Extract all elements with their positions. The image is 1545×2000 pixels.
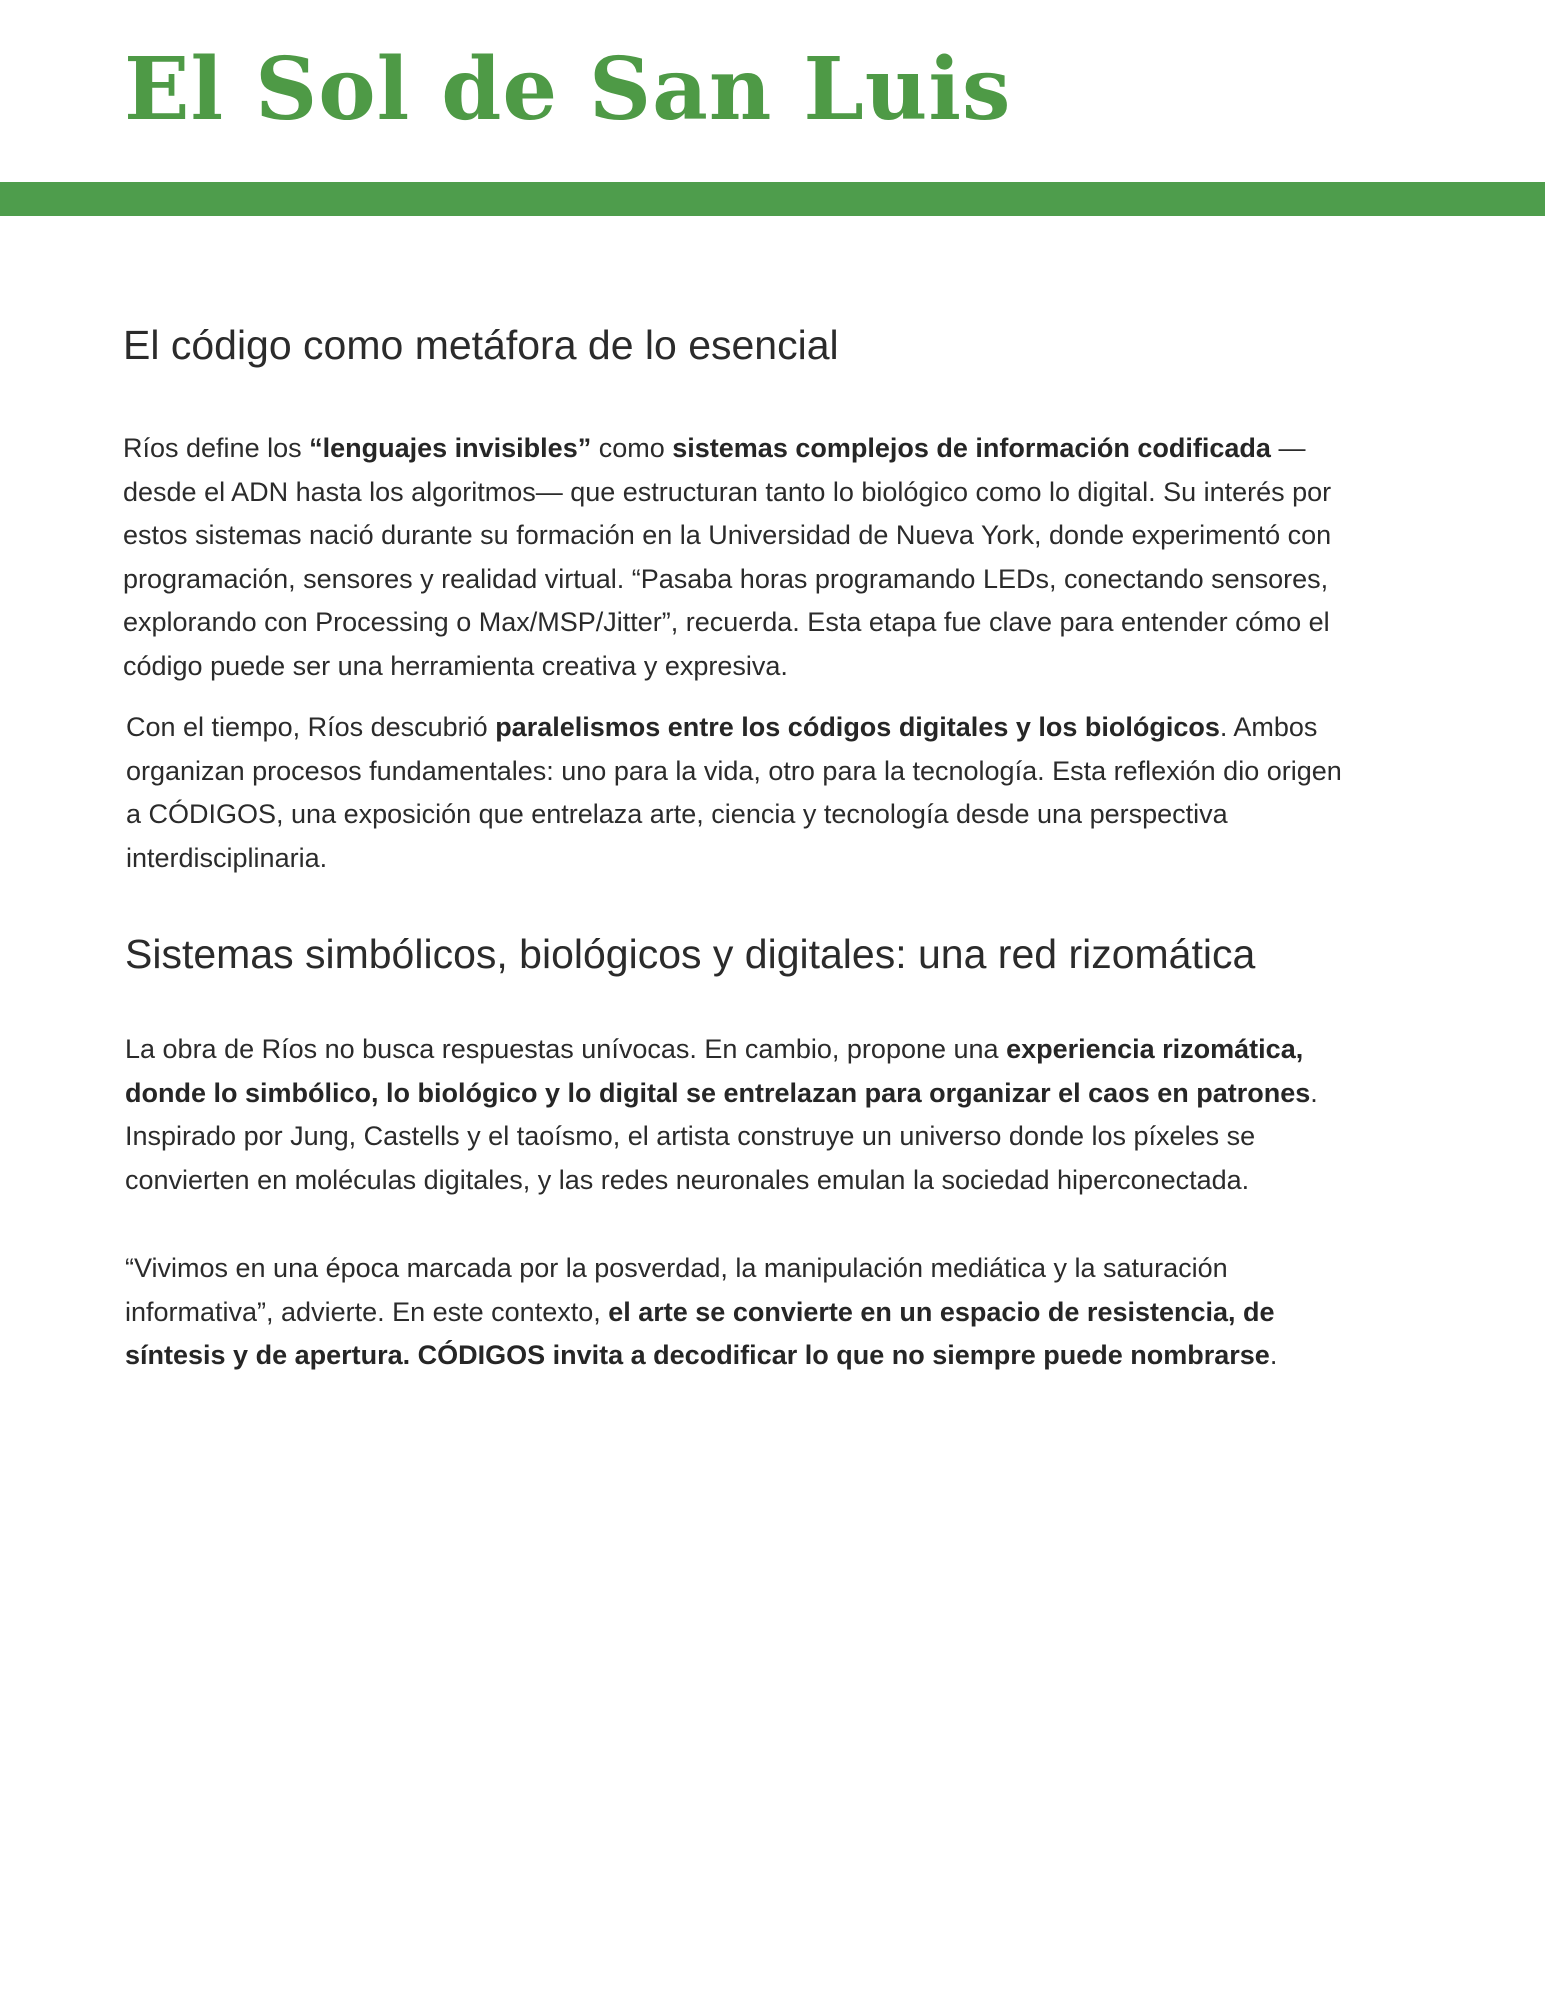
text-run: Ríos define los [123,433,310,463]
bold-text-run: paralelismos entre los códigos digitales y los biológicos [495,712,1220,742]
paragraph-quote-posverdad [125,1247,1433,1378]
paragraph-line: explorando con Processing o Max/MSP/Jitter”, recuerda. Esta etapa fue clave para entender cómo el [123,607,1330,637]
text-run: La obra de Ríos no busca respuestas unívocas. En cambio, propone una [125,1034,1007,1064]
header-green-bar [0,182,1545,216]
bold-text-run: donde lo simbólico, lo biológico y lo digital se entrelazan para organizar el caos en patrones [125,1077,1311,1108]
paragraph-lenguajes-invisibles [123,427,1433,688]
text-run: . Ambos [1219,712,1318,742]
paragraph-line: Inspirado por Jung, Castells y el taoísmo, el artista construye un universo donde los píxeles se [125,1121,1256,1151]
text-run: . [1310,1077,1318,1108]
newspaper-logo[interactable]: El Sol de San Luis [124,39,1012,140]
bold-text-run: “lenguajes invisibles” [309,433,592,463]
paragraph-line [125,1291,1433,1335]
article-body [123,300,1433,1378]
section-heading-sistemas: Sistemas simbólicos, biológicos y digitales: una red rizomática [125,931,1256,977]
paragraph-line [125,1072,1433,1116]
paragraph-obra-de-rios [125,1028,1433,1202]
paragraph-line: estos sistemas nació durante su formación en la Universidad de Nueva York, donde experimentó con [123,520,1332,550]
text-run: informativa”, advierte. En este contexto, [125,1296,609,1327]
paragraph-line: organizan procesos fundamentales: uno para la vida, otro para la tecnología. Esta reflexión dio origen [126,755,1342,786]
bold-text-run: sistemas complejos de información codificada [672,433,1271,463]
paragraph-line [123,427,1433,471]
paragraph-line [125,1028,1433,1072]
paragraph-paralelismos [126,706,1433,880]
paragraph-line: convierten en moléculas digitales, y las redes neuronales emulan la sociedad hiperconectada. [125,1164,1250,1195]
bold-text-run: síntesis y de apertura. CÓDIGOS invita a decodificar lo que no siempre puede nombrarse [125,1340,1270,1370]
bold-text-run: el arte se convierte en un espacio de resistencia, de [608,1296,1275,1327]
text-run: — [1270,433,1306,463]
paragraph-line: código puede ser una herramienta creativa y expresiva. [123,650,788,681]
text-run: Con el tiempo, Ríos descubrió [126,712,496,742]
paragraph-line: a CÓDIGOS, una exposición que entrelaza arte, ciencia y tecnología desde una perspectiva [126,799,1228,829]
paragraph-line: programación, sensores y realidad virtual. “Pasaba horas programando LEDs, conectando sensores, [123,563,1329,594]
bold-text-run: experiencia rizomática, [1006,1034,1304,1064]
paragraph-line: desde el ADN hasta los algoritmos— que estructuran tanto lo biológico como lo digital. Su interés por [123,476,1332,507]
masthead [0,0,1545,182]
paragraph-line: interdisciplinaria. [126,842,328,873]
paragraph-line [126,706,1433,750]
section-heading-codigo: El código como metáfora de lo esencial [123,322,839,368]
text-run: como [591,433,673,463]
text-run: . [1269,1340,1278,1370]
paragraph-line [125,1334,1433,1378]
paragraph-line: “Vivimos en una época marcada por la posverdad, la manipulación mediática y la saturación [125,1253,1228,1283]
